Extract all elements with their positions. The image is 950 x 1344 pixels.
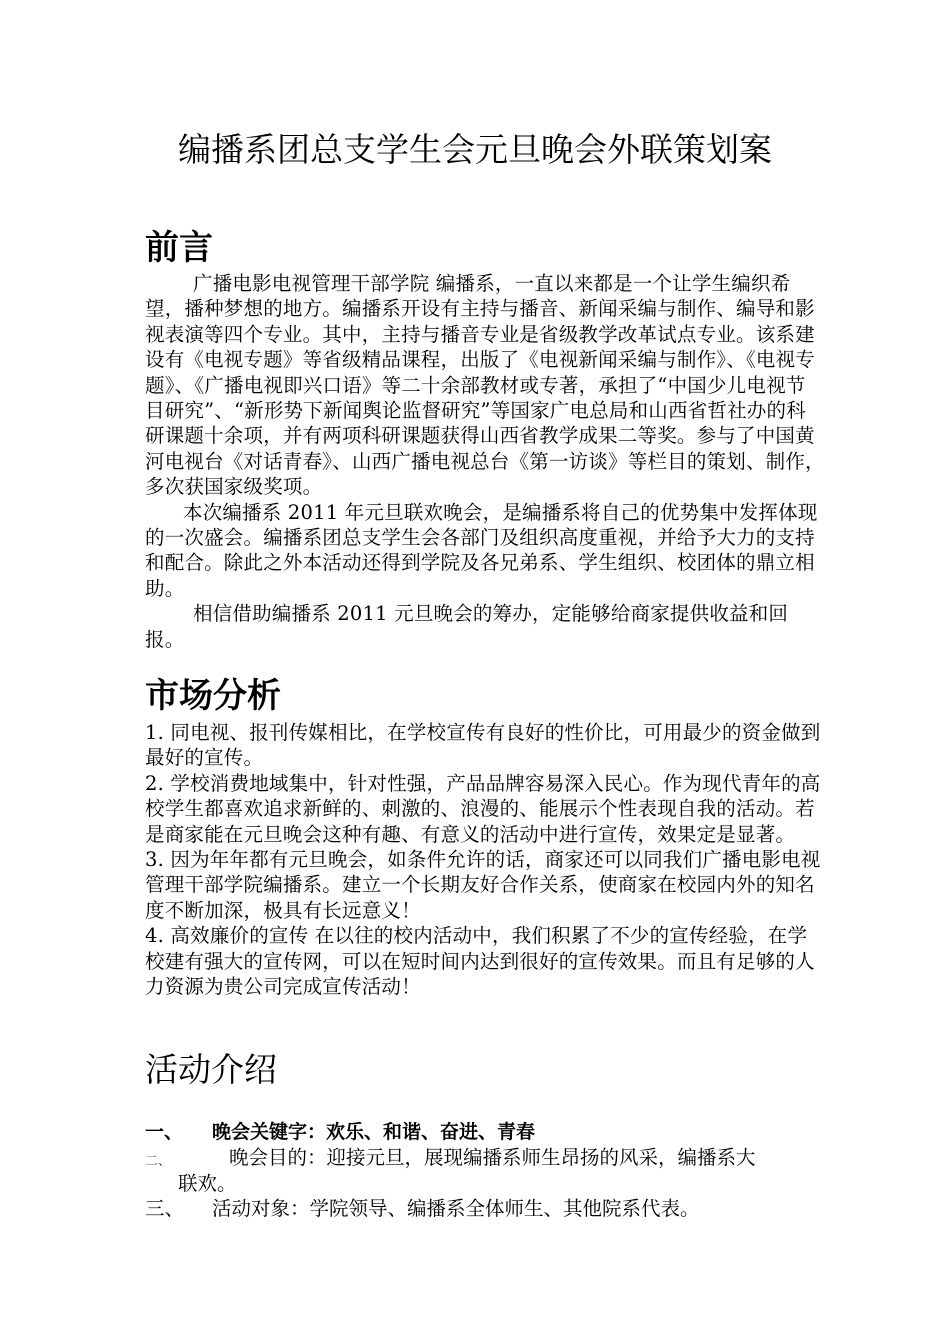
list-item-number: 二、 [145, 1154, 172, 1170]
list-item [145, 1145, 825, 1196]
list-item-text: 晚会关键字：欢乐、和谐、奋进、青春 [212, 1121, 536, 1143]
preface-paragraph: 广播电影电视管理干部学院 编播系，一直以来都是一个让学生编织希望，播种梦想的地方。编播系开设有主持与播音、新闻采编与制作、编导和影视表演等四个专业。其中，主持与播音专业是省级教学改革试点专业。该系建设有《电视专题》等省级精品课程，出版了《电视新闻采编与制作》、《电视专题》、《广播电视即兴口语》等二十余部教材或专著，承担了“中国少儿电视节目研究”、“新形势下新闻舆论监督研究”等国家广电总局和山西省哲社办的科研课题十余项，并有两项科研课题获得山西省教学成果二等奖。参与了中国黄河电视台《对话青春》、山西广播电视总台《第一访谈》等栏目的策划、制作，多次获国家级奖项。 [145, 272, 825, 499]
preface-paragraph: 本次编播系 2011 年元旦联欢晚会，是编播系将自己的优势集中发挥体现的一次盛会。编播系团总支学生会各部门及组织高度重视，并给予大力的支持和配合。除此之外本活动还得到学院及各兄弟系、学生组织、校团体的鼎立相助。 [145, 500, 818, 600]
list-item [145, 1196, 825, 1221]
list-item [145, 1120, 825, 1145]
preface-body [145, 271, 825, 652]
market-paragraph: 3. 因为年年都有元旦晚会，如条件允许的话，商家还可以同我们广播电影电视管理干部学院编播系。建立一个长期友好合作关系，使商家在校园内外的知名度不断加深，极具有长远意义！ [145, 848, 821, 922]
list-item-text: 晚会目的：迎接元旦，展现编播系师生昂扬的风采，编播系大 [229, 1146, 756, 1170]
preface-paragraph: 相信借助编播系 2011 元旦晚会的筹办，定能够给商家提供收益和回报。 [145, 602, 789, 651]
market-paragraph: 2. 学校消费地域集中，针对性强，产品品牌容易深入民心。作为现代青年的高校学生都喜欢追求新鲜的、刺激的、浪漫的、能展示个性表现自我的活动。若是商家能在元旦晚会这种有趣、有意义的活动中进行宣传，效果定是显著。 [145, 771, 821, 846]
list-item-number: 三、 [145, 1197, 185, 1221]
activity-list [145, 1120, 825, 1222]
preface-heading: 前言 [145, 228, 213, 268]
market-paragraph: 4. 高效廉价的宣传 在以往的校内活动中，我们积累了不少的宣传经验，在学校建有强大的宣传网，可以在短时间内达到很好的宣传效果。而且有足够的人力资源为贵公司完成宣传活动！ [145, 924, 815, 999]
list-item-text: 活动对象：学院领导、编播系全体师生、其他院系代表。 [212, 1197, 700, 1221]
list-item-number: 一、 [145, 1121, 184, 1143]
market-paragraph: 1. 同电视、报刊传媒相比，在学校宣传有良好的性价比，可用最少的资金做到最好的宣传。 [145, 721, 821, 770]
market-body [145, 720, 825, 999]
document-title: 编播系团总支学生会元旦晚会外联策划案 [178, 130, 772, 169]
market-heading: 市场分析 [145, 676, 281, 716]
activity-heading: 活动介绍 [145, 1050, 277, 1089]
list-item-continuation: 联欢。 [178, 1171, 237, 1195]
